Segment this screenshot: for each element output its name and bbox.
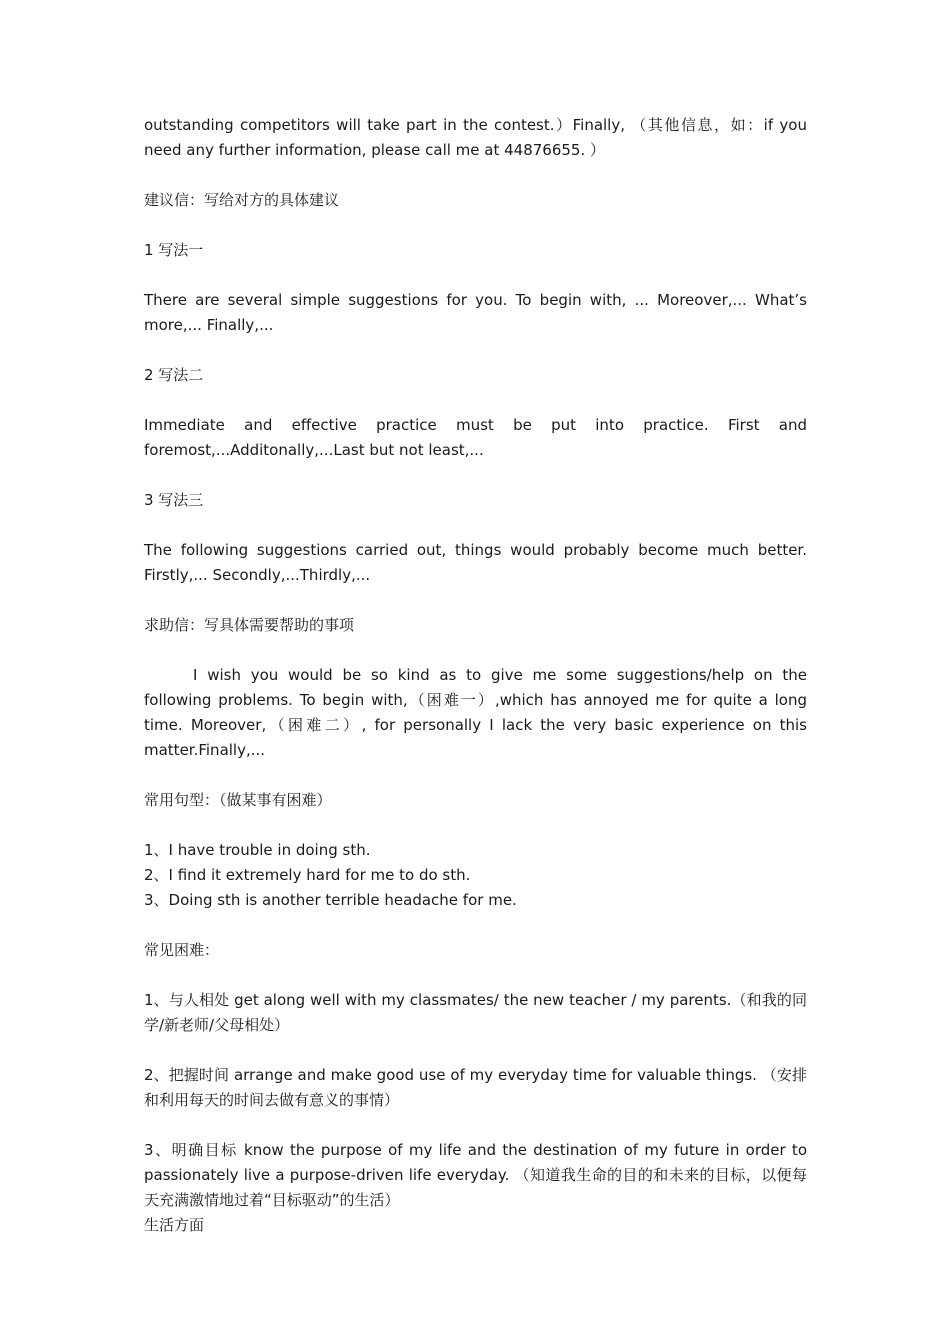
help-letter-text: I wish you would be so kind as to give me some suggestions/help on the following problems. To begin with,（困难一）,which has annoyed me for quite a long time. Moreover,（困难二）, for personally I lack the very basic experience on this matter.Finally,... xyxy=(144,666,807,759)
list-item: 1、I have trouble in doing sth. xyxy=(144,841,371,859)
method-1-text: There are several simple suggestions for you. To begin with, ... Moreover,... What’s more,... Finally,... xyxy=(144,291,807,334)
paragraph-other-info: outstanding competitors will take part in the contest.）Finally, （其他信息，如：if you need any further information, please call me at 44876655. ） xyxy=(144,116,807,159)
method-2-text-line-2: foremost,...Additonally,...Last but not least,... xyxy=(144,441,484,459)
list-item: 3、Doing sth is another terrible headache for me. xyxy=(144,891,517,909)
difficulty-2: 2、把握时间 arrange and make good use of my everyday time for valuable things. （安排和利用每天的时间去做有意义的事情） xyxy=(144,1066,807,1109)
heading-common-difficulties: 常见困难： xyxy=(144,941,220,959)
method-3-title: 3 写法三 xyxy=(144,491,204,509)
list-item: 2、I find it extremely hard for me to do sth. xyxy=(144,866,471,884)
document-page xyxy=(144,113,807,1238)
method-1-title: 1 写法一 xyxy=(144,241,204,259)
method-3-text: The following suggestions carried out, things would probably become much better. Firstly,... Secondly,...Thirdly,... xyxy=(144,541,807,584)
heading-suggestion-letter: 建议信：写给对方的具体建议 xyxy=(144,191,340,209)
method-2-text-line-1: Immediate and effective practice must be put into practice. First and xyxy=(144,416,807,434)
method-2-title: 2 写法二 xyxy=(144,366,204,384)
heading-common-patterns: 常用句型：（做某事有困难） xyxy=(144,791,332,809)
patterns-list xyxy=(144,838,807,913)
difficulty-3: 3、明确目标 know the purpose of my life and the destination of my future in order to passionately live a purpose-driven life everyday. （知道我生命的目的和未来的目标，以便每天充满激情地过着“目标驱动”的生活） xyxy=(144,1141,807,1209)
heading-help-letter: 求助信：写具体需要帮助的事项 xyxy=(144,616,355,634)
heading-life-aspect: 生活方面 xyxy=(144,1216,205,1234)
method-2-text xyxy=(144,413,807,463)
difficulty-1: 1、与人相处 get along well with my classmates/ the new teacher / my parents.（和我的同学/新老师/父母相处） xyxy=(144,991,807,1034)
